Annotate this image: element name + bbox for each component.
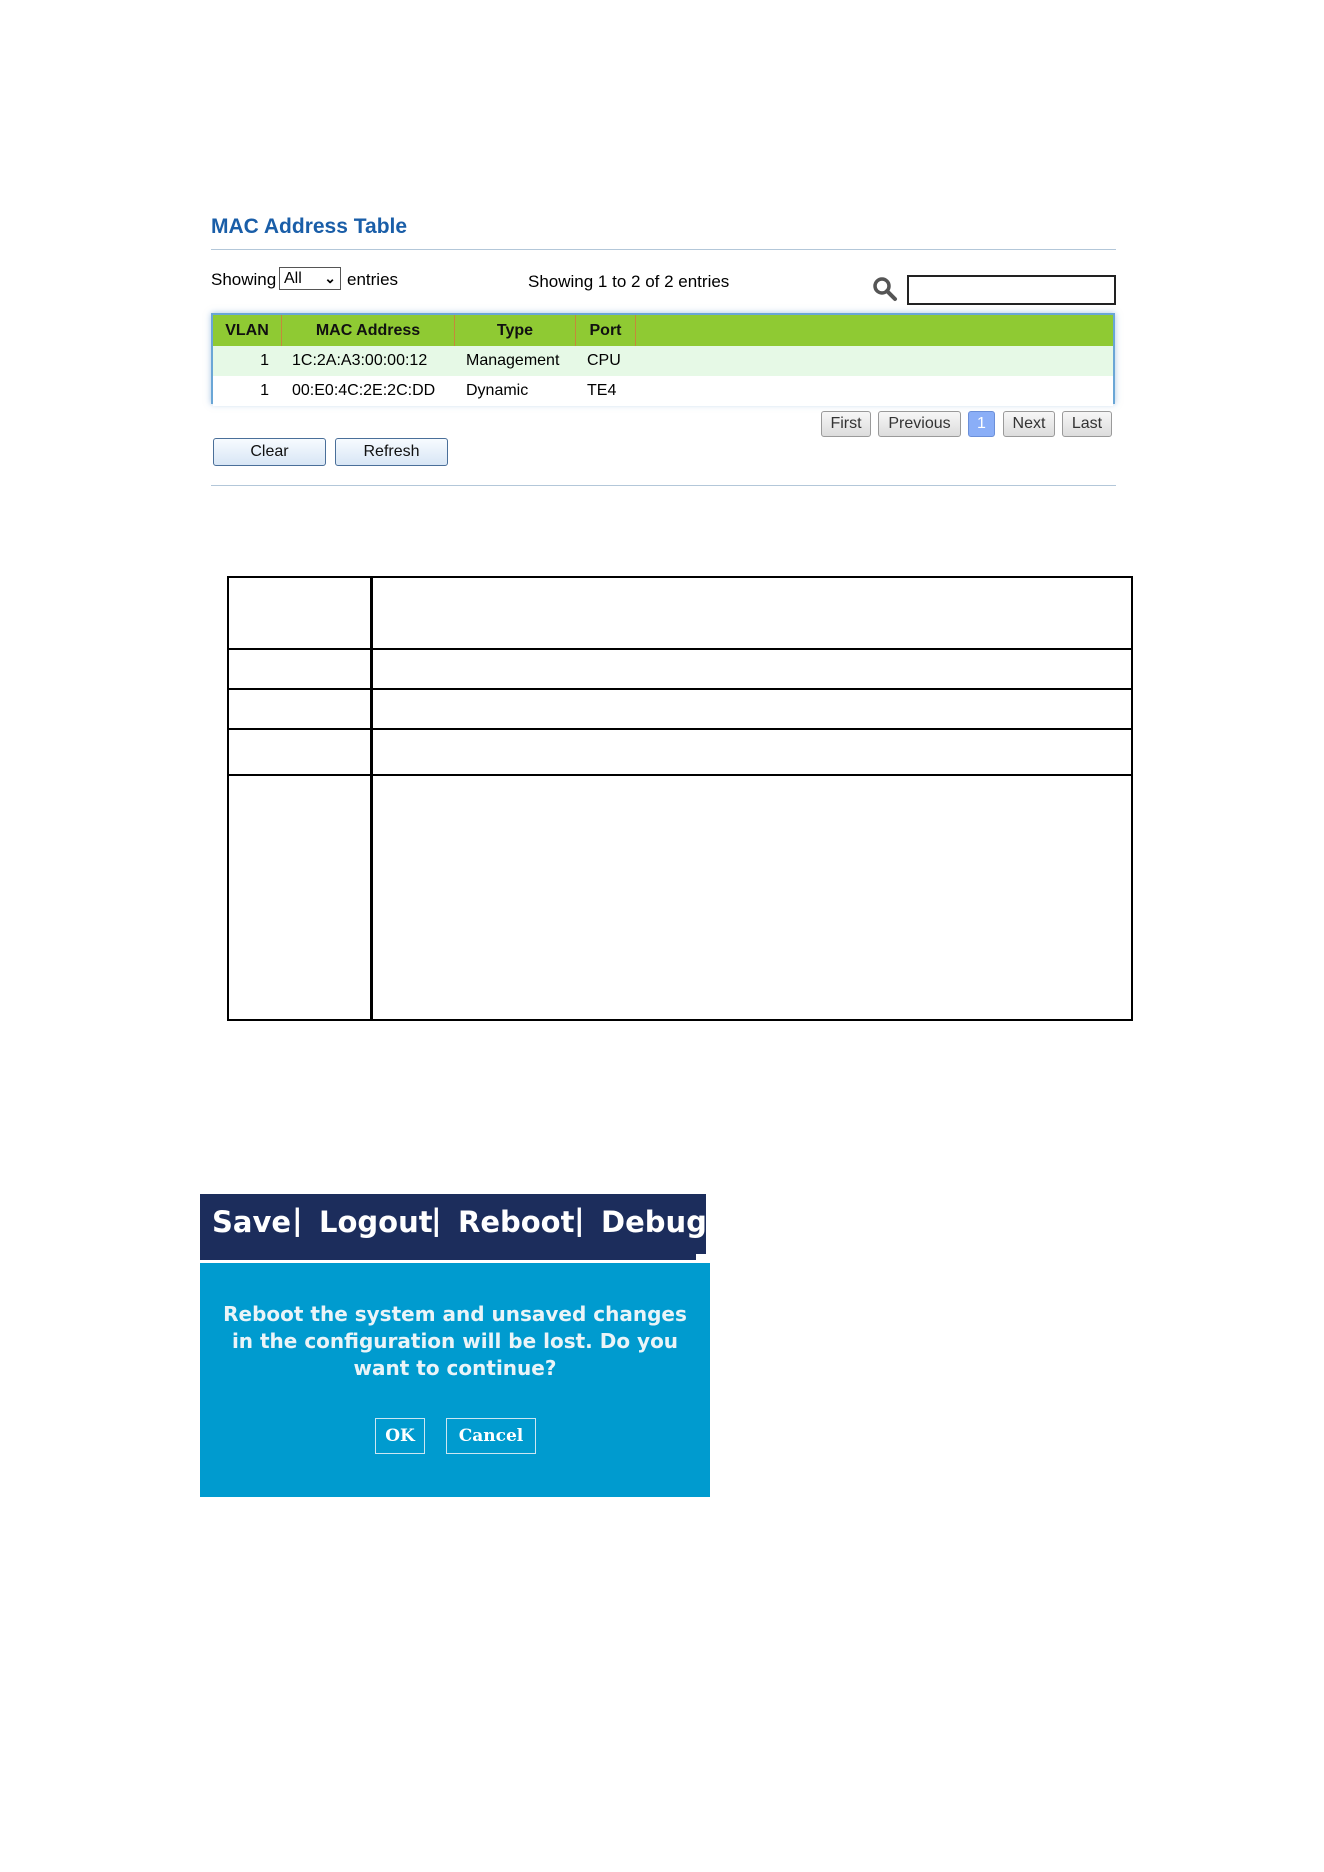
- table-row[interactable]: [213, 346, 1113, 376]
- column-header-port[interactable]: Port: [576, 315, 636, 346]
- panel-bottom-divider: [211, 485, 1116, 486]
- cell-port: TE4: [587, 382, 617, 399]
- title-divider: [211, 249, 1116, 250]
- page-1-button[interactable]: 1: [968, 411, 995, 437]
- grid-line: [227, 648, 1133, 650]
- reboot-confirm-dialog: [200, 1263, 710, 1497]
- cancel-button[interactable]: Cancel: [446, 1418, 536, 1454]
- menu-separator: |: [574, 1203, 585, 1237]
- cell-vlan: 1: [260, 352, 269, 369]
- grid-line: [227, 576, 229, 1021]
- search-icon: [872, 276, 898, 302]
- dialog-message: Reboot the system and unsaved changes in the configuration will be lost. Do you want to continue?: [223, 1302, 687, 1380]
- cell-port: CPU: [587, 352, 621, 369]
- grid-line: [227, 774, 1133, 776]
- table-row[interactable]: [213, 376, 1113, 406]
- cell-type: Dynamic: [466, 382, 529, 399]
- cell-mac-address: 00:E0:4C:2E:2C:DD: [292, 382, 436, 399]
- last-page-button[interactable]: Last: [1062, 411, 1112, 437]
- top-menu-bar: [200, 1194, 706, 1254]
- grid-line: [370, 576, 373, 1021]
- menu-separator: |: [431, 1203, 442, 1237]
- grid-line: [227, 728, 1133, 730]
- logout-link[interactable]: Logout: [319, 1205, 433, 1239]
- show-entries-label: Showing: [211, 270, 277, 289]
- grid-line: [227, 576, 1133, 578]
- description-table: [227, 576, 1133, 1021]
- first-page-button[interactable]: First: [821, 411, 871, 437]
- top-menu-bar-strip: [200, 1254, 696, 1260]
- page-title: MAC Address Table: [211, 215, 408, 238]
- menu-separator: |: [292, 1203, 303, 1237]
- save-link[interactable]: Save: [212, 1205, 292, 1239]
- column-header-mac-address[interactable]: MAC Address: [282, 315, 455, 346]
- table-header: [213, 315, 1113, 346]
- next-page-button[interactable]: Next: [1003, 411, 1055, 437]
- grid-line: [227, 1019, 1133, 1021]
- grid-line: [1131, 576, 1133, 1021]
- previous-page-button[interactable]: Previous: [878, 411, 961, 437]
- show-entries-select[interactable]: [279, 267, 341, 290]
- cell-vlan: 1: [260, 382, 269, 399]
- grid-line: [227, 688, 1133, 690]
- show-entries-value: All: [284, 270, 302, 287]
- cell-mac-address: 1C:2A:A3:00:00:12: [292, 352, 428, 369]
- ok-button[interactable]: OK: [375, 1418, 425, 1454]
- column-header-vlan[interactable]: VLAN: [213, 315, 282, 346]
- mac-address-table: [211, 313, 1115, 404]
- search-input[interactable]: [907, 275, 1116, 305]
- clear-button[interactable]: Clear: [213, 438, 326, 466]
- chevron-down-icon: ⌄: [324, 270, 336, 286]
- cell-type: Management: [466, 352, 560, 369]
- reboot-link[interactable]: Reboot: [458, 1205, 575, 1239]
- entries-label: entries: [347, 270, 399, 289]
- refresh-button[interactable]: Refresh: [335, 438, 448, 466]
- debug-link[interactable]: Debug: [601, 1205, 707, 1239]
- column-header-type[interactable]: Type: [455, 315, 576, 346]
- entries-summary: Showing 1 to 2 of 2 entries: [528, 272, 730, 291]
